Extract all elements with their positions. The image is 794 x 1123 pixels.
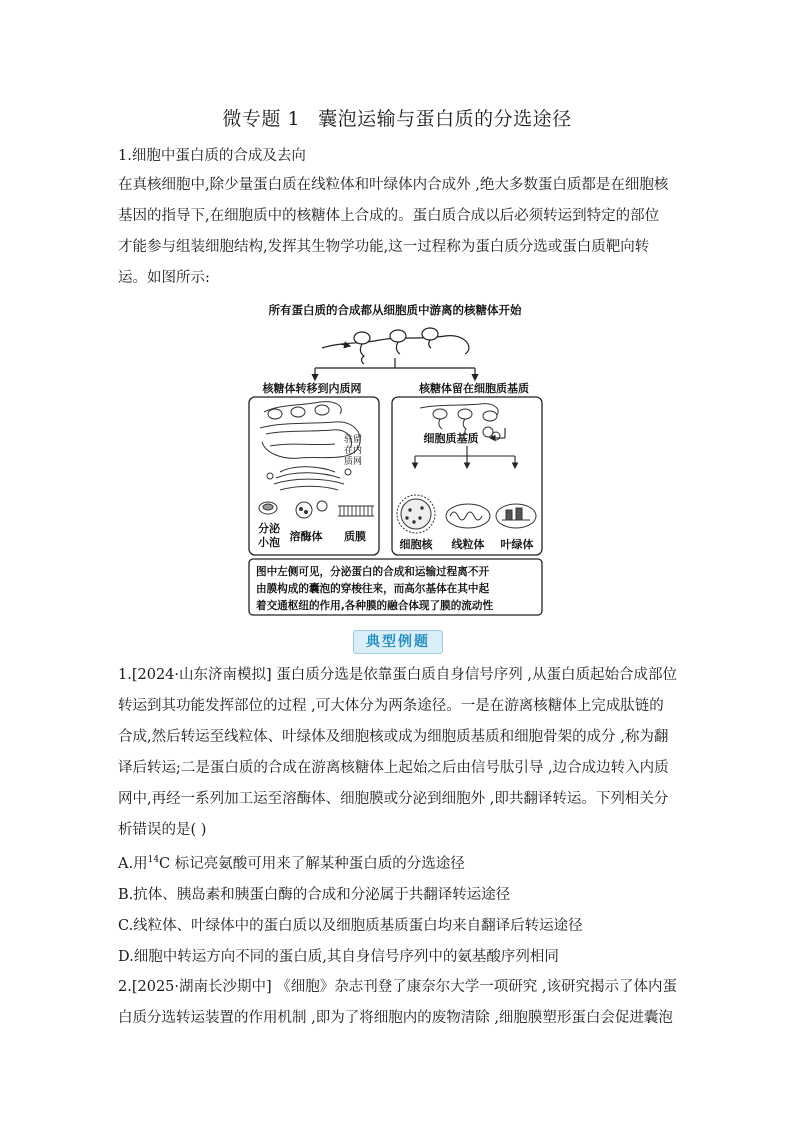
vesicle-label: 小泡: [258, 536, 280, 549]
option-a: A.用$^{14}$C 标记亮氨酸可用来了解某种蛋白质的分选途径: [118, 855, 465, 872]
question-line: 网中,再经一系列加工运至溶酶体、细胞膜或分泌到细胞外 ,即共翻译转运。下列相关分: [118, 791, 669, 807]
option-c: C.线粒体、叶绿体中的蛋白质以及细胞质基质蛋白均来自翻译后转运途径: [118, 918, 583, 934]
example-badge: 典型例题: [353, 630, 443, 654]
nucleus-icon: [397, 495, 435, 533]
question-line: 转运到其功能发挥部位的过程 ,可大体分为两条途径。一是在游离核糖体上完成肽链的: [118, 698, 664, 714]
left-branch-title: 核糖体转移到内质网: [262, 382, 362, 395]
section-heading: 1.细胞中蛋白质的合成及去向: [118, 148, 306, 164]
figure-note-line: 由膜构成的囊泡的穿梭往来，而高尔基体在其中起: [256, 583, 490, 595]
secretory-vesicle-icon: [259, 502, 277, 514]
membrane-label: 质膜: [344, 530, 366, 543]
question-2-stem: [118, 972, 678, 1034]
lysosome-label: 溶酶体: [289, 530, 323, 543]
figure-top-label: 所有蛋白质的合成都从细胞质中游离的核糖体开始: [268, 303, 522, 317]
intro-line: 运。如图所示:: [118, 270, 210, 286]
mitochondrion-icon: [446, 504, 490, 528]
title-text: 囊泡运输与蛋白质的分选途径: [318, 108, 572, 130]
nucleus-label: 细胞核: [399, 538, 433, 551]
intro-line: 基因的指导下,在细胞质中的核糖体上合成的。蛋白质合成以后必须转运到特定的部位: [118, 208, 660, 224]
chloroplast-label: 叶绿体: [500, 538, 534, 551]
intro-line: 在真核细胞中,除少量蛋白质在线粒体和叶绿体内合成外 ,绝大多数蛋白质都是在细胞核: [118, 177, 669, 193]
right-branch-title: 核糖体留在细胞质基质: [419, 382, 529, 395]
er-resident-label: 在内: [344, 446, 363, 456]
er-resident-label: 质网: [344, 457, 363, 467]
question-line: 析错误的是( ): [118, 822, 207, 838]
cytosol-matrix-label: 细胞质基质: [423, 432, 479, 445]
vesicle-label: 分泌: [258, 522, 280, 535]
title-number: 微专题 1: [222, 108, 301, 130]
question-line: 合成,然后转运至线粒体、叶绿体及细胞核或成为细胞质基质和细胞骨架的成分 ,称为翻: [118, 729, 669, 745]
page-title: [0, 104, 794, 131]
figure-note-line: 着交通枢纽的作用,各种膜的融合体现了膜的流动性: [256, 600, 494, 612]
question-line: 译后转运;二是蛋白质的合成在游离核糖体上起始之后由信号肽引导 ,边合成边转入内质: [118, 760, 669, 776]
option-b: B.抗体、胰岛素和胰蛋白酶的合成和分泌属于共翻译转运途径: [118, 887, 511, 903]
chloroplast-icon: [496, 504, 536, 528]
intro-line: 才能参与组装细胞结构,发挥其生物学功能,这一过程称为蛋白质分选或蛋白质靶向转: [118, 239, 650, 255]
mitochondrion-label: 线粒体: [451, 538, 485, 551]
question-1-stem: [118, 660, 678, 846]
protein-sorting-figure: [240, 296, 550, 618]
intro-paragraph: [118, 170, 678, 294]
question-line: 1.[2024·山东济南模拟] 蛋白质分选是依靠蛋白质自身信号序列 ,从蛋白质起始合成部位: [118, 667, 677, 683]
question-line: 2.[2025·湖南长沙期中] 《细胞》杂志刊登了康奈尔大学一项研究 ,该研究揭示了体内蛋: [118, 979, 677, 995]
er-resident-label: 驻留: [344, 435, 363, 445]
figure-note-line: 图中左侧可见，分泌蛋白的合成和运输过程离不开: [256, 566, 490, 578]
question-line: 白质分选转运装置的作用机制 ,即为了将细胞内的废物清除 ,细胞膜塑形蛋白会促进囊泡: [118, 1010, 673, 1026]
option-d: D.细胞中转运方向不同的蛋白质,其自身信号序列中的氨基酸序列相同: [118, 949, 559, 965]
